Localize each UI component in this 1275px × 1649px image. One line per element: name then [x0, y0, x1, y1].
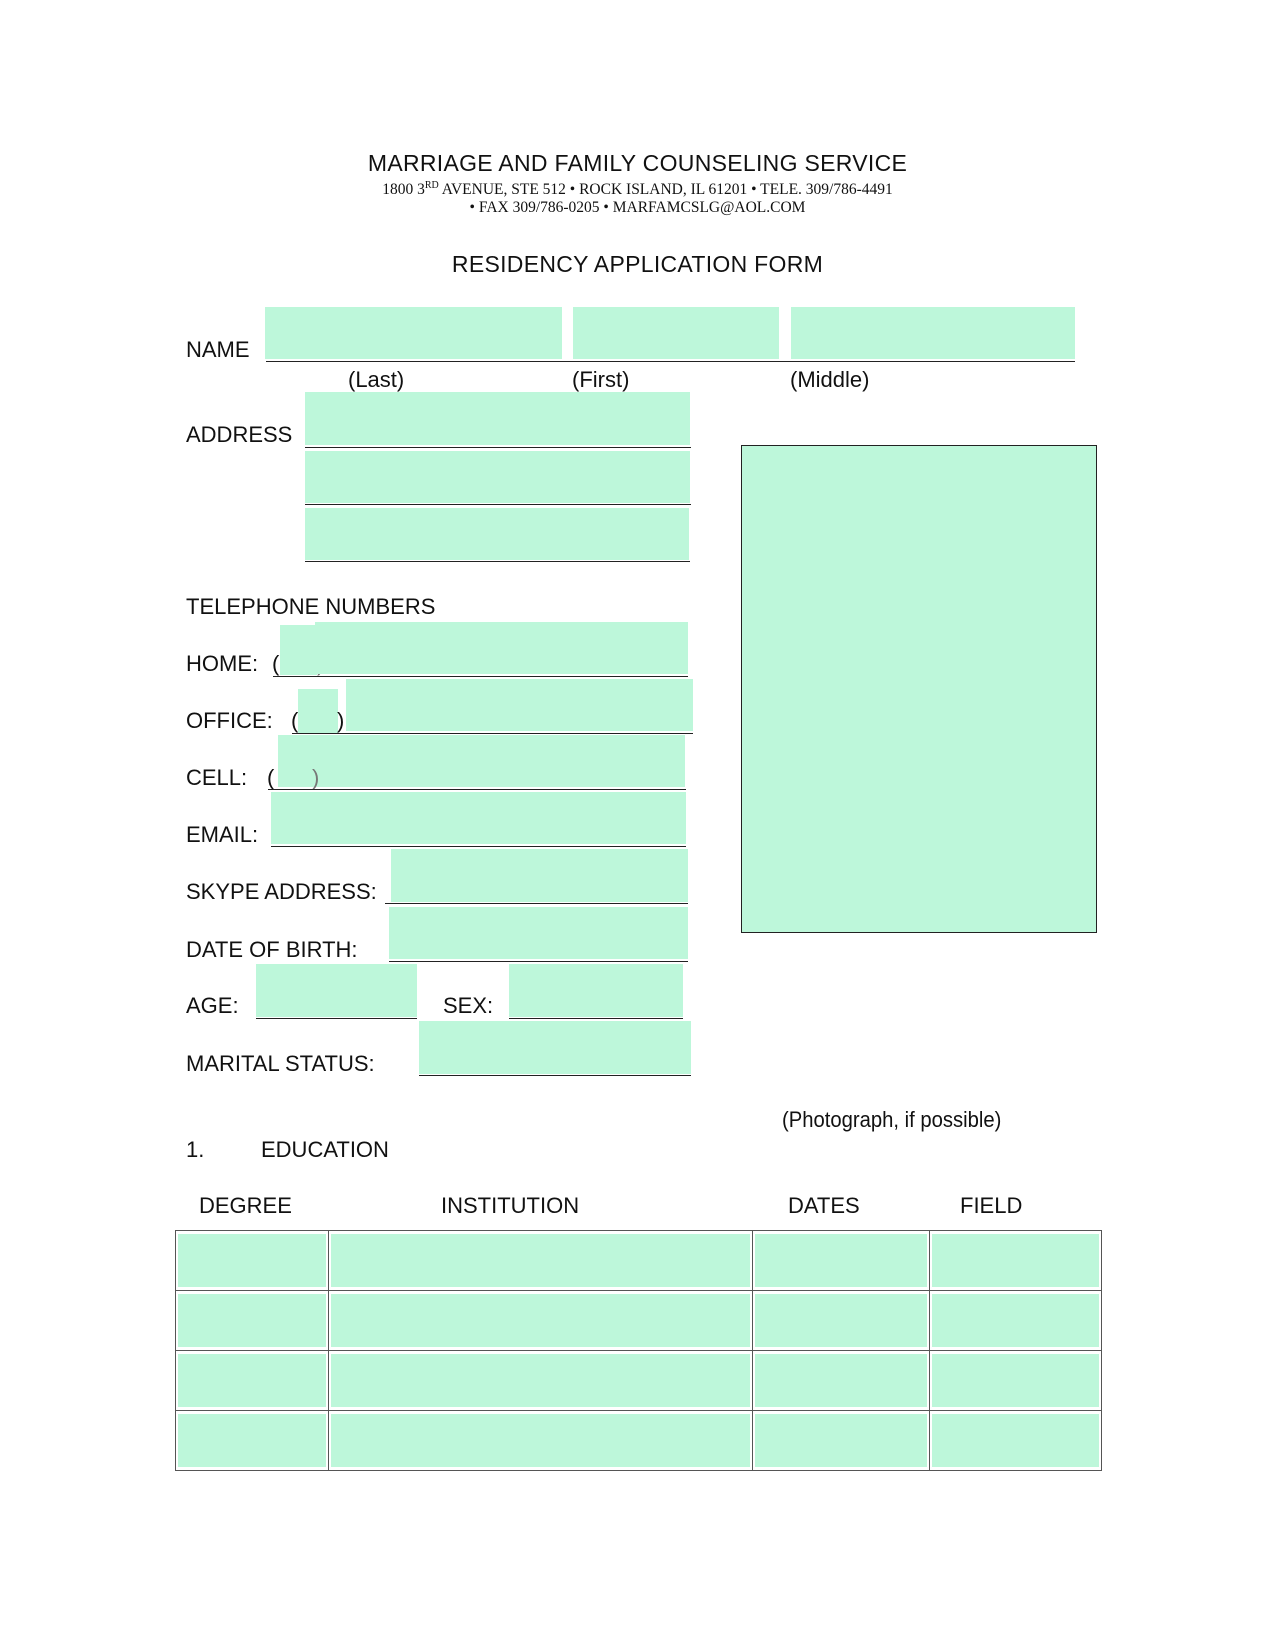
home-phone-input[interactable] [315, 622, 688, 674]
institution-cell[interactable] [331, 1414, 749, 1467]
cell-label: CELL: [186, 765, 248, 790]
dob-underline [389, 961, 688, 962]
marital-underline [419, 1075, 691, 1076]
name-last-input[interactable] [265, 307, 562, 359]
dates-cell[interactable] [755, 1354, 928, 1407]
cell-paren-open: ( [267, 765, 275, 790]
org-address [0, 180, 1275, 199]
dob-label: DATE OF BIRTH: [186, 937, 358, 962]
marital-label: MARITAL STATUS: [186, 1051, 375, 1076]
institution-cell[interactable] [331, 1234, 749, 1287]
education-heading: EDUCATION [261, 1137, 389, 1162]
institution-cell[interactable] [331, 1354, 749, 1407]
address-line-3-input[interactable] [305, 508, 689, 560]
home-underline [273, 676, 688, 677]
field-cell[interactable] [932, 1414, 1099, 1467]
table-row [176, 1291, 1102, 1351]
dates-cell[interactable] [755, 1414, 928, 1467]
degree-cell[interactable] [178, 1354, 326, 1407]
field-cell[interactable] [932, 1234, 1099, 1287]
address-line-2-input[interactable] [305, 451, 690, 503]
skype-input[interactable] [391, 849, 688, 902]
skype-label: SKYPE ADDRESS: [186, 879, 377, 904]
address-sup: RD [424, 180, 439, 191]
col-field: FIELD [960, 1193, 1023, 1218]
address-label: ADDRESS [186, 422, 293, 447]
table-row [176, 1351, 1102, 1411]
skype-underline [385, 903, 688, 904]
address-line-3-underline [305, 561, 690, 562]
address-line-1-underline [305, 447, 691, 448]
degree-cell[interactable] [178, 1294, 326, 1347]
marital-input[interactable] [419, 1021, 691, 1074]
name-middle-input[interactable] [791, 307, 1075, 359]
email-label: EMAIL: [186, 822, 259, 847]
office-label: OFFICE: [186, 708, 273, 733]
address-line-1-input[interactable] [305, 392, 690, 445]
home-label: HOME: [186, 651, 259, 676]
age-label: AGE: [186, 993, 239, 1018]
table-row [176, 1231, 1102, 1291]
email-input[interactable] [271, 792, 686, 844]
email-underline [271, 846, 686, 847]
degree-cell[interactable] [178, 1234, 326, 1287]
col-degree: DEGREE [199, 1193, 292, 1218]
name-first-input[interactable] [573, 307, 779, 359]
home-area-code-input[interactable] [280, 625, 317, 675]
field-cell[interactable] [932, 1354, 1099, 1407]
col-institution: INSTITUTION [441, 1193, 580, 1218]
photo-box[interactable] [741, 445, 1097, 933]
age-underline [256, 1018, 417, 1019]
telephone-heading: TELEPHONE NUMBERS [186, 594, 436, 619]
office-paren-close: ) [337, 708, 345, 733]
name-label: NAME [186, 337, 250, 362]
dates-cell[interactable] [755, 1294, 928, 1347]
office-phone-input[interactable] [346, 679, 693, 731]
org-name: MARRIAGE AND FAMILY COUNSELING SERVICE [367, 150, 908, 176]
office-underline [292, 733, 693, 734]
sex-input[interactable] [509, 964, 683, 1017]
education-number: 1. [186, 1137, 205, 1162]
address-pre: 1800 3 [382, 181, 425, 199]
cell-phone-input[interactable] [278, 735, 685, 787]
col-dates: DATES [788, 1193, 860, 1218]
org-contact: • FAX 309/786-0205 • MARFAMCSLG@AOL.COM [469, 199, 806, 216]
name-middle-caption: (Middle) [790, 367, 870, 392]
sex-underline [509, 1018, 683, 1019]
address-post: AVENUE, STE 512 • ROCK ISLAND, IL 61201 • TELE. 309/786-4491 [438, 181, 893, 199]
address-line-2-underline [305, 504, 691, 505]
form-title: RESIDENCY APPLICATION FORM [451, 251, 824, 277]
home-paren-open: ( [272, 651, 280, 676]
photo-caption: (Photograph, if possible) [782, 1107, 1002, 1132]
cell-paren-close: ) [312, 765, 320, 790]
table-row [176, 1411, 1102, 1471]
degree-cell[interactable] [178, 1414, 326, 1467]
sex-label: SEX: [443, 993, 494, 1018]
institution-cell[interactable] [331, 1294, 749, 1347]
dob-input[interactable] [389, 907, 688, 959]
office-paren-open: ( [291, 708, 299, 733]
name-last-caption: (Last) [348, 367, 405, 392]
name-first-caption: (First) [572, 367, 630, 392]
name-underline [266, 361, 1075, 362]
age-input[interactable] [256, 964, 417, 1017]
cell-underline [268, 789, 686, 790]
dates-cell[interactable] [755, 1234, 928, 1287]
education-table [175, 1230, 1102, 1471]
field-cell[interactable] [932, 1294, 1099, 1347]
office-area-code-input[interactable] [298, 689, 338, 733]
